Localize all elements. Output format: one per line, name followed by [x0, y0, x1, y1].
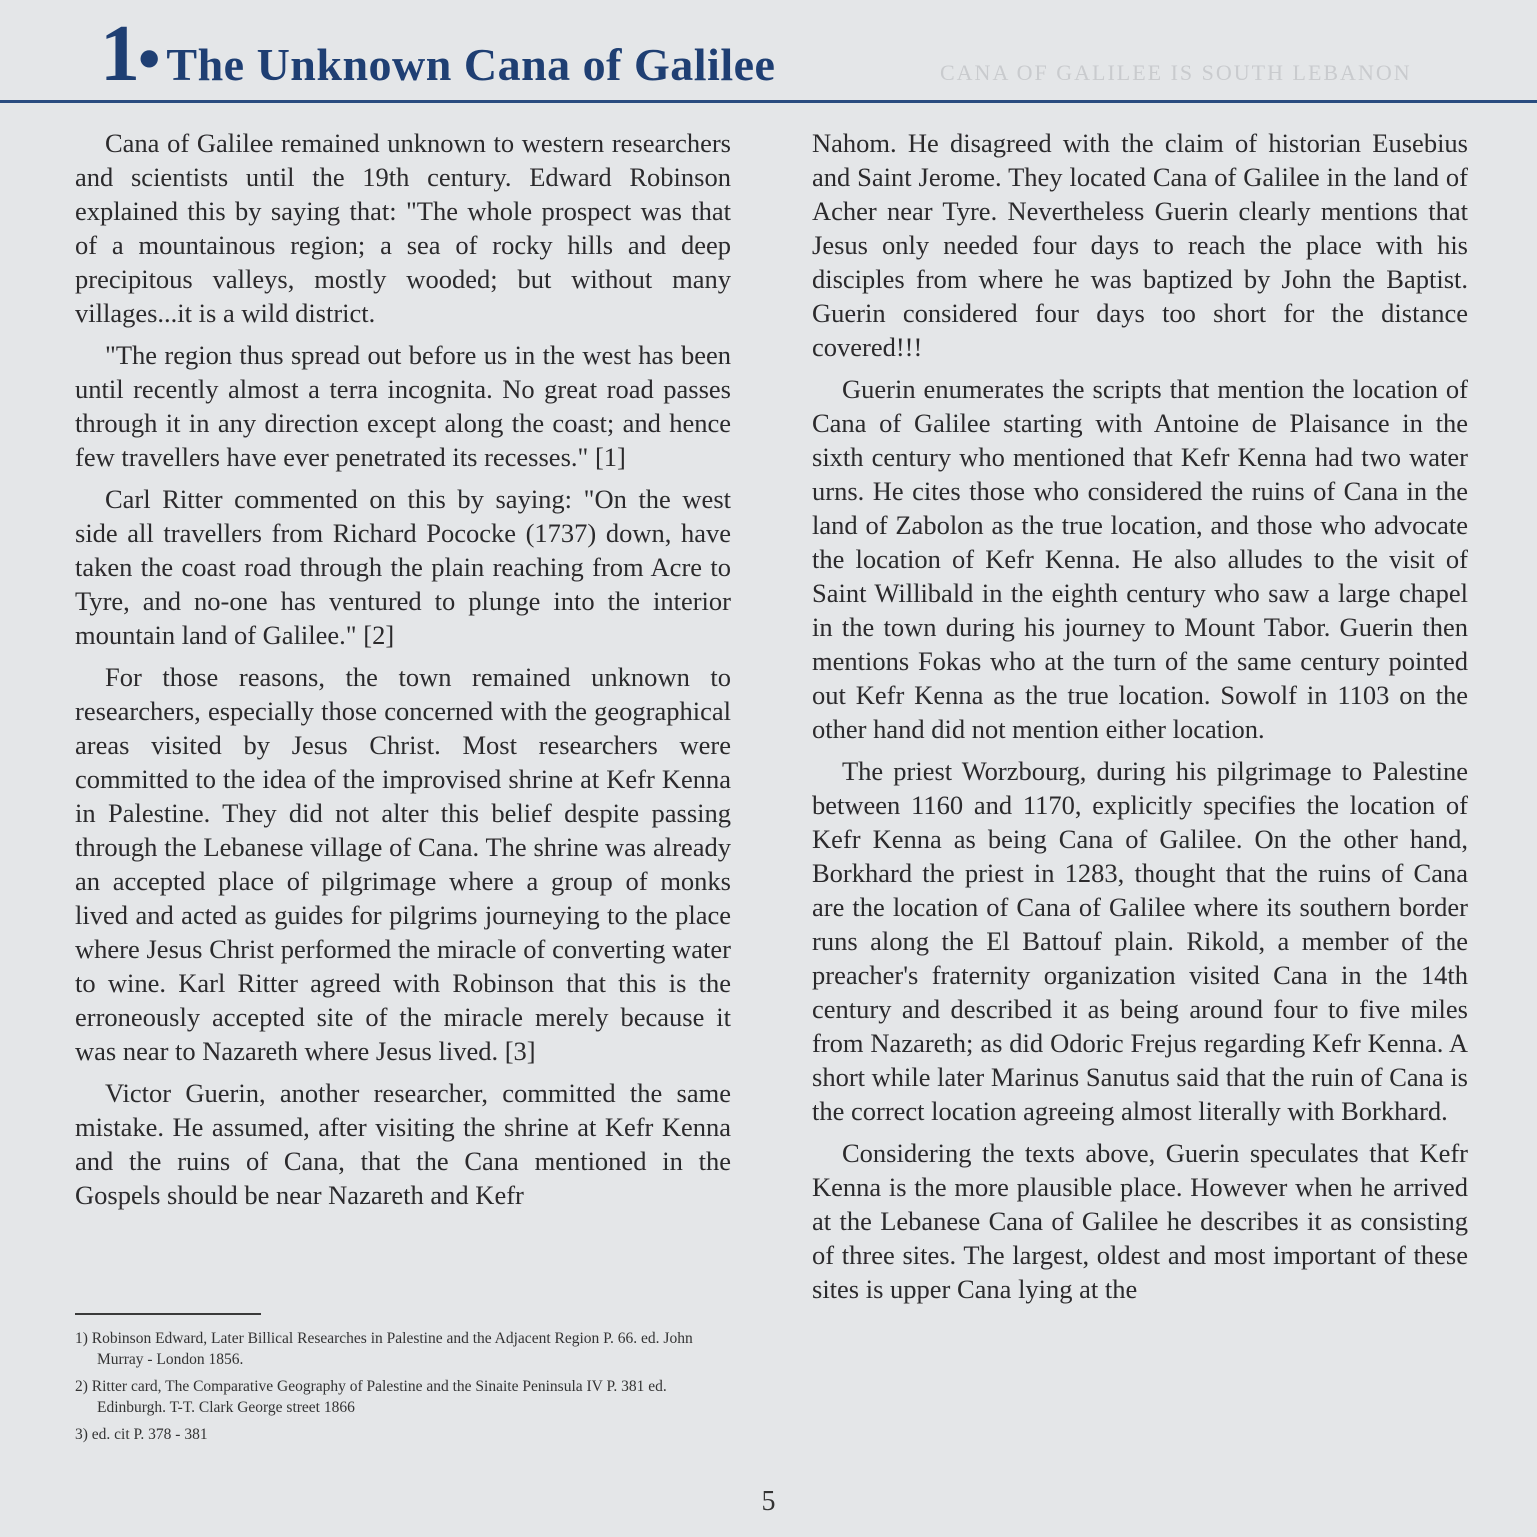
left-paragraph-1: Cana of Galilee remained unknown to western researchers and scientists until the 19th century. Edward Robinson explained this by saying that: "The whole prospect was that of a mountainous region; a sea of rocky hills and deep precipitous valleys, mostly wooded; but without many villages...it is a wild district. — [75, 128, 731, 328]
right-paragraph-4: Considering the texts above, Guerin speculates that Kefr Kenna is the more plausible place. However when he arrived at the Lebanese Cana of Galilee he describes it as consisting of three sites. The largest, oldest and most important of these sites is upper Cana lying at the — [812, 1138, 1468, 1304]
bleed-through-running-header: CANA OF GALILEE IS SOUTH LEBANON — [940, 60, 1412, 85]
chapter-heading — [100, 8, 775, 100]
chapter-number-dot: • — [138, 23, 161, 94]
footnote-2: 2) Ritter card, The Comparative Geography of Palestine and the Sinaite Peninsula IV P. 381 ed. Edinburgh. T-T. Clark George street 1866 — [75, 1378, 667, 1416]
footnote-1: 1) Robinson Edward, Later Billical Researches in Palestine and the Adjacent Region P. 66. ed. John Murray - London 1856. — [75, 1330, 693, 1368]
page-number: 5 — [761, 1486, 776, 1517]
footnotes — [75, 1328, 735, 1451]
chapter-number: 1 — [100, 10, 140, 98]
right-column — [812, 126, 1468, 1314]
left-paragraph-2: "The region thus spread out before us in the west has been until recently almost a terra incognita. No great road passes through it in any direction except along the coast; and hence few travellers have ever penetrated its recesses." [1] — [75, 340, 731, 472]
left-column — [75, 126, 731, 1220]
right-paragraph-3: The priest Worzbourg, during his pilgrimage to Palestine between 1160 and 1170, explicitly specifies the location of Kefr Kenna as being Cana of Galilee. On the other hand, Borkhard the priest in 1283, thought that the ruins of Cana are the location of Cana of Galilee where its southern border runs along the El Battouf plain. Rikold, a member of the preacher's fraternity organization visited Cana in the 14th century and described it as being around four to five miles from Nazareth; as did Odoric Frejus regarding Kefr Kenna. A short while later Marinus Sanutus said that the ruin of Cana is the correct location agreeing almost literally with Borkhard. — [812, 756, 1468, 1126]
header-rule — [0, 100, 1537, 103]
right-paragraph-2: Guerin enumerates the scripts that mention the location of Cana of Galilee starting with Antoine de Plaisance in the sixth century who mentioned that Kefr Kenna had two water urns. He cites those who considered the ruins of Cana in the land of Zabolon as the true location, and those who advocate the location of Kefr Kenna. He also alludes to the visit of Saint Willibald in the eighth century who saw a large chapel in the town during his journey to Mount Tabor. Guerin then mentions Fokas who at the turn of the same century pointed out Kefr Kenna as the true location. Sowolf in 1103 on the other hand did not mention either location. — [812, 374, 1468, 744]
footnote-3: 3) ed. cit P. 378 - 381 — [75, 1426, 208, 1443]
chapter-title: The Unknown Cana of Galilee — [166, 39, 776, 90]
footnote-rule — [75, 1313, 261, 1315]
left-paragraph-3: Carl Ritter commented on this by saying: "On the west side all travellers from Richard Pococke (1737) down, have taken the coast road through the plain reaching from Acre to Tyre, and no-one has ventured to plunge into the interior mountain land of Galilee." [2] — [75, 484, 731, 650]
left-paragraph-4: For those reasons, the town remained unknown to researchers, especially those concerned with the geographical areas visited by Jesus Christ. Most researchers were committed to the idea of the improvised shrine at Kefr Kenna in Palestine. They did not alter this belief despite passing through the Lebanese village of Cana. The shrine was already an accepted place of pilgrimage where a group of monks lived and acted as guides for pilgrims journeying to the place where Jesus Christ performed the miracle of converting water to wine. Karl Ritter agreed with Robinson that this is the erroneously accepted site of the miracle merely because it was near to Nazareth where Jesus lived. [3] — [75, 662, 731, 1066]
left-paragraph-5: Victor Guerin, another researcher, committed the same mistake. He assumed, after visiting the shrine at Kefr Kenna and the ruins of Cana, that the Cana mentioned in the Gospels should be near Nazareth and Kefr — [75, 1078, 731, 1210]
right-paragraph-1: Nahom. He disagreed with the claim of historian Eusebius and Saint Jerome. They located Cana of Galilee in the land of Acher near Tyre. Nevertheless Guerin clearly mentions that Jesus only needed four days to reach the place with his disciples from where he was baptized by John the Baptist. Guerin considered four days too short for the distance covered!!! — [812, 128, 1468, 362]
